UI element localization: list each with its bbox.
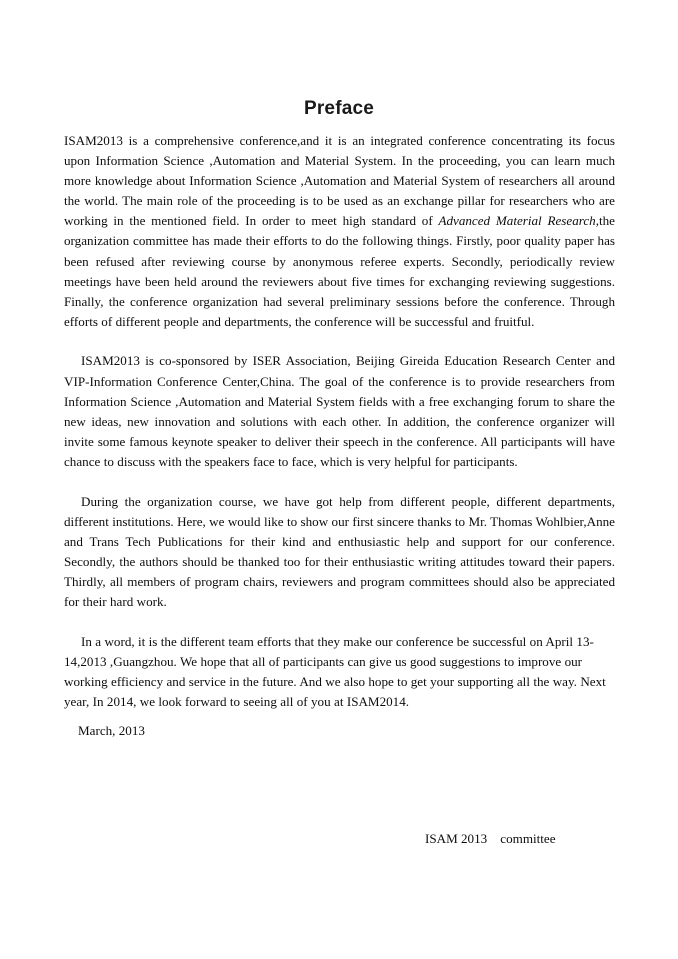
signature-committee: ISAM 2013 committee — [425, 831, 556, 846]
paragraph-acknowledgements-text: During the organization course, we have got help from different people, different departments, different institutions. Here, we would like to show our first sincere thanks to Mr. Thomas Wohlbier,Anne and Trans Tech Publications for their kind and enthusiastic help and support for our conference. Secondly, the authors should be thanked too for their enthusiastic writing attitudes toward their papers. Thirdly, all members of program chairs, reviewers and program committees should also be appreciated for their hard work. — [64, 493, 615, 609]
paragraph-sponsors-text: ISAM2013 is co-sponsored by ISER Association, Beijing Gireida Education Research Center and VIP-Information Conference Center,China. The goal of the conference is to provide researchers from Information Science ,Automation and Material System fields with a free exchanging forum to share the new ideas, new innovation and solutions with each other. In addition, the conference organizer will invite some famous keynote speaker to deliver their speech in the conference. All participants will have chance to discuss with the speakers face to face, which is very helpful for participants. — [64, 353, 615, 469]
body-text-block — [64, 131, 615, 712]
paragraph-intro-journal-title: Advanced Material Research, — [438, 213, 599, 229]
paragraph-closing-text: In a word, it is the different team efforts that they make our conference be successful on April 13-14,2013 ,Guangzhou. We hope that all of participants can give us good suggestions to improve our working efficiency and service in the future. And we also hope to get your supporting all the way. Next year, In 2014, we look forward to seeing all of you at ISAM2014. — [64, 633, 606, 709]
paragraph-intro-segment-3: the organization committee has made their efforts to do the following things. Firstly, poor quality paper has been refused after reviewing course by anonymous referee experts. Secondly, periodically review meetings have been held around the reviewers about five times for exchanging reviewing suggestions. Finally, the conference organization had several preliminary sessions before the conference. Through efforts of different people and departments, the conference will be successful and fruitful. — [64, 213, 615, 329]
paragraph-acknowledgements — [64, 492, 615, 613]
paragraph-closing — [64, 632, 615, 712]
paragraph-intro — [64, 131, 615, 332]
paragraph-sponsors — [64, 351, 615, 472]
paragraph-intro-segment-1: ISAM2013 is a comprehensive conference,and it is an integrated conference concentrating its focus upon Information Science ,Automation and Material System. In the proceeding, you can learn much more knowledge about Information Science ,Automation and Material System of researchers all around the world. The main role of the proceeding is to be used as an exchange pillar for researchers who are working in the mentioned field. In order to meet high standard of — [64, 133, 615, 229]
page-title: Preface — [303, 97, 375, 119]
signature-date: March, 2013 — [78, 723, 145, 738]
